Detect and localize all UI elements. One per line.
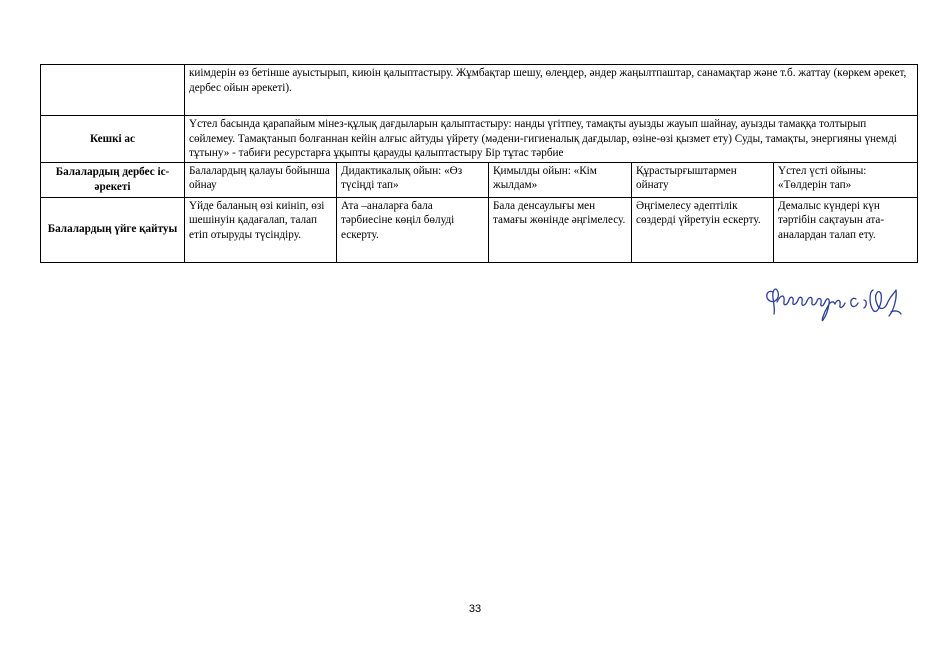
table-row <box>41 65 918 116</box>
table-cell: Демалыс күндері күн тәртібін сақтауын ата-аналардан талап ету. <box>774 197 918 262</box>
table-cell: Әңгімелесу әдептілік сөздерді үйретуін ескерту. <box>632 197 774 262</box>
row-label-empty <box>41 65 185 116</box>
table-cell: Бала денсаулығы мен тамағы жөнінде әңгімелесу. <box>489 197 632 262</box>
table-cell: Үстел үсті ойыны: «Төлдерін тап» <box>774 162 918 197</box>
table-row <box>41 116 918 163</box>
row-label-dinner: Кешкі ас <box>41 116 185 163</box>
table-cell: Балалардың қалауы бойынша ойнау <box>185 162 337 197</box>
row-label-going-home: Балалардың үйге қайтуы <box>41 197 185 262</box>
table-row <box>41 197 918 262</box>
table-cell: Ата –аналарға бала тәрбиесіне көңіл бөлуді ескерту. <box>337 197 489 262</box>
signature-strokes <box>767 289 901 321</box>
handwritten-signature <box>763 280 913 340</box>
table-cell: Дидактикалық ойын: «Өз түсіңді тап» <box>337 162 489 197</box>
schedule-table <box>40 64 918 263</box>
table-row <box>41 162 918 197</box>
table-cell: Қимылды ойын: «Кім жылдам» <box>489 162 632 197</box>
row-text-dressing: киімдерін өз бетінше ауыстырып, киюін қалыптастыру. Жұмбақтар шешу, өлеңдер, әндер жаңылтпаштар, санамақтар және т.б. жаттау (көркем әрекет, дербес ойын әрекеті). <box>185 65 918 116</box>
table-cell: Үйде баланың өзі киініп, өзі шешінуін қадағалап, талап етіп отыруды түсіндіру. <box>185 197 337 262</box>
table-cell: Құрастырғыштармен ойнату <box>632 162 774 197</box>
page-number: 33 <box>468 603 482 615</box>
row-text-dinner: Үстел басында қарапайым мінез-құлық дағдыларын қалыптастыру: нанды үгітпеу, тамақты ауызды жауып шайнау, ауызды тамаққа толтырып сөйлемеу. Тамақтанып болғаннан кейін алғыс айтуды үйрету (мәдени-гигиеналық дағдылар, өзіне-өзі қызмет ету) Суды, тамақты, энергияны үнемді тұтыну» - табиғи ресурстарға ұқыпты қарауды қалыптастыру Бір тұтас тәрбие <box>185 116 918 163</box>
row-label-independent-activity: Балалардың дербес іс-әрекеті <box>41 162 185 197</box>
